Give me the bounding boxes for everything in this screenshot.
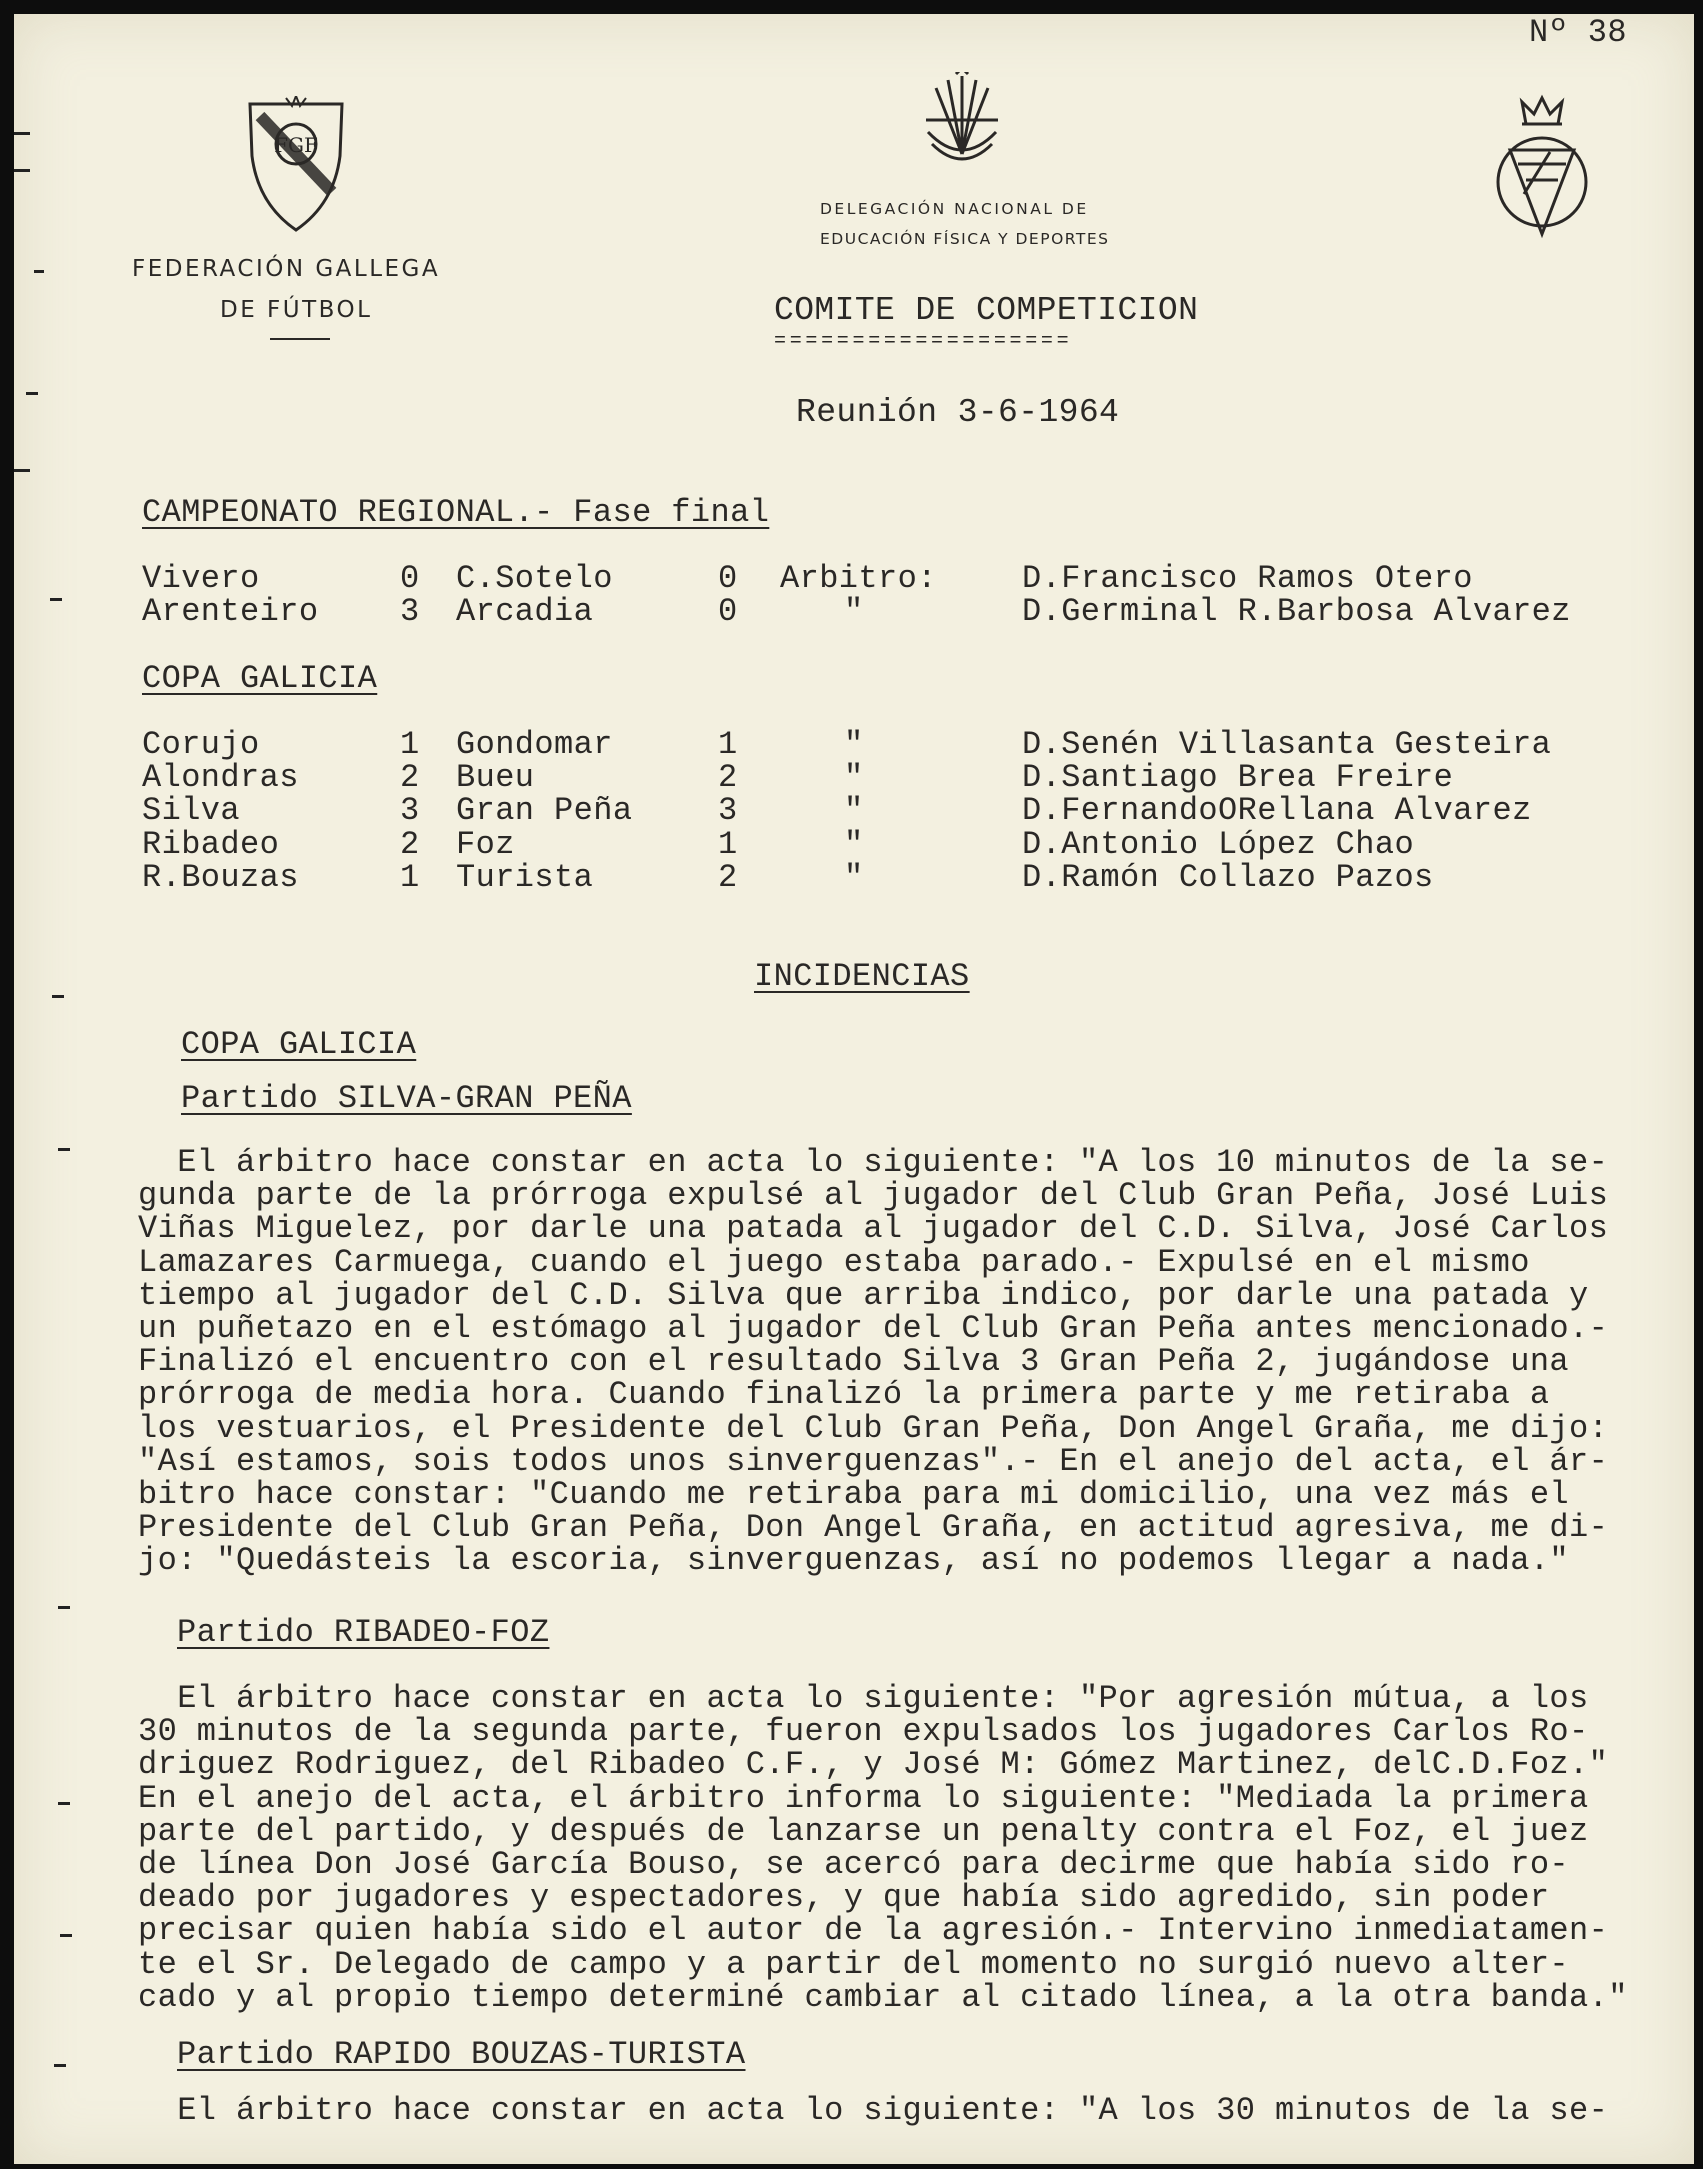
regional-results-table: [142, 560, 1622, 631]
result-as: 0: [718, 593, 738, 631]
result-hs: 2: [400, 759, 420, 797]
result-away: Arcadia: [456, 593, 594, 631]
result-home: Alondras: [142, 759, 299, 797]
report-line: gunda parte de la prórroga expulsé al jugador del Club Gran Peña, José Luis: [138, 1177, 1609, 1215]
report-line: deado por jugadores y espectadores, y que había sido agredido, sin poder: [138, 1879, 1550, 1917]
report-line: prórroga de media hora. Cuando finalizó la primera parte y me retiraba a: [138, 1376, 1550, 1414]
report-line: los vestuarios, el Presidente del Club Gran Peña, Don Angel Graña, me dijo:: [138, 1409, 1609, 1447]
report-line: Presidente del Club Gran Peña, Don Angel Graña, en actitud agresiva, me di-: [138, 1509, 1609, 1547]
result-as: 3: [718, 792, 738, 830]
federation-name-line2: DE FÚTBOL: [220, 297, 373, 323]
result-row: [142, 761, 1622, 794]
delegation-line2: EDUCACIÓN FÍSICA Y DEPORTES: [820, 230, 1110, 248]
report-line: cado y al propio tiempo determiné cambiar al citado línea, a la otra banda.": [138, 1978, 1628, 2016]
document-page: [14, 14, 1694, 2164]
federation-crest-icon: [246, 96, 346, 234]
report-line: Lamazares Carmuega, cuando el juego estaba parado.- Expulsé en el mismo: [138, 1243, 1530, 1281]
result-ref-label: ": [844, 858, 864, 896]
result-as: 1: [718, 825, 738, 863]
result-home: Arenteiro: [142, 593, 319, 631]
page-number: Nº 38: [1529, 14, 1628, 51]
result-referee: D.Germinal R.Barbosa Alvarez: [1022, 593, 1571, 631]
result-referee: D.Senén Villasanta Gesteira: [1022, 726, 1552, 763]
margin-mark: [14, 469, 30, 472]
result-away: Gondomar: [456, 726, 613, 763]
result-ref-label: Arbitro:: [780, 560, 937, 597]
committee-title: COMITE DE COMPETICION: [774, 292, 1199, 329]
result-as: 0: [718, 560, 738, 597]
result-referee: D.Antonio López Chao: [1022, 825, 1415, 863]
result-hs: 1: [400, 726, 420, 763]
report-line: Viñas Miguelez, por darle una patada al jugador del C.D. Silva, José Carlos: [138, 1210, 1609, 1248]
result-hs: 3: [400, 593, 420, 631]
incidencias-heading: INCIDENCIAS: [754, 958, 970, 995]
result-hs: 2: [400, 825, 420, 863]
report-line: En el anejo del acta, el árbitro informa lo siguiente: "Mediada la primera: [138, 1779, 1589, 1817]
match3-report: [138, 2094, 1678, 2127]
margin-mark: [60, 1934, 72, 1937]
margin-mark: [52, 995, 64, 998]
margin-mark: [26, 392, 38, 395]
report-line: 30 minutos de la segunda parte, fueron expulsados los jugadores Carlos Ro-: [138, 1713, 1589, 1751]
match2-report: [138, 1682, 1678, 2014]
divider: [270, 338, 330, 340]
result-row: [142, 562, 1622, 595]
report-line: Finalizó el encuentro con el resultado Silva 3 Gran Peña 2, jugándose una: [138, 1343, 1570, 1381]
result-ref-label: ": [844, 792, 864, 830]
match2-title: Partido RIBADEO-FOZ: [177, 1614, 550, 1651]
report-line: El árbitro hace constar en acta lo siguiente: "A los 30 minutos de la se-: [138, 2092, 1609, 2129]
result-row: [142, 595, 1622, 628]
result-ref-label: ": [844, 726, 864, 763]
result-away: Bueu: [456, 759, 535, 797]
margin-mark: [14, 169, 30, 172]
report-line: "Así estamos, sois todos unos sinverguenzas".- En el anejo del acta, el ár-: [138, 1442, 1609, 1480]
result-as: 2: [718, 759, 738, 797]
match3-title: Partido RAPIDO BOUZAS-TURISTA: [177, 2036, 746, 2073]
margin-mark: [50, 598, 62, 601]
report-line: tiempo al jugador del C.D. Silva que arriba indico, por darle una patada y: [138, 1276, 1589, 1314]
result-row: [142, 828, 1622, 861]
report-line: precisar quien había sido el autor de la agresión.- Intervino inmediatamen-: [138, 1912, 1609, 1950]
result-row: [142, 794, 1622, 827]
margin-mark: [58, 1606, 70, 1609]
result-home: R.Bouzas: [142, 858, 299, 896]
copa-results-table: [142, 728, 1622, 894]
result-home: Corujo: [142, 726, 260, 763]
match1-report: [138, 1144, 1678, 1580]
result-referee: D.Ramón Collazo Pazos: [1022, 858, 1434, 896]
regional-heading: CAMPEONATO REGIONAL.- Fase final: [142, 494, 770, 531]
report-line: El árbitro hace constar en acta lo siguiente: "Por agresión mútua, a los: [138, 1680, 1589, 1717]
result-away: C.Sotelo: [456, 560, 613, 597]
result-home: Silva: [142, 792, 241, 830]
result-hs: 1: [400, 858, 420, 896]
report-line: parte del partido, y después de lanzarse un penalty contra el Foz, el juez: [138, 1812, 1589, 1850]
result-away: Gran Peña: [456, 792, 633, 830]
result-referee: D.Francisco Ramos Otero: [1022, 560, 1473, 597]
meeting-date: Reunión 3-6-1964: [796, 394, 1120, 431]
incidencias-subheading: COPA GALICIA: [181, 1026, 417, 1063]
result-home: Vivero: [142, 560, 260, 597]
report-line: de línea Don José García Bouso, se acercó para decirme que había sido ro-: [138, 1845, 1570, 1883]
royal-federation-crest-icon: [1490, 94, 1594, 242]
result-ref-label: ": [844, 593, 864, 631]
report-line: te el Sr. Delegado de campo y a partir del momento no surgió nuevo alter-: [138, 1945, 1570, 1983]
svg-text:FGF: FGF: [274, 133, 318, 157]
result-ref-label: ": [844, 825, 864, 863]
margin-mark: [14, 132, 30, 135]
result-row: [142, 861, 1622, 894]
result-away: Turista: [456, 858, 594, 896]
report-line: jo: "Quedásteis la escoria, sinverguenzas, así no podemos llegar a nada.": [138, 1542, 1570, 1580]
report-line: El árbitro hace constar en acta lo siguiente: "A los 10 minutos de la se-: [138, 1144, 1609, 1181]
result-hs: 3: [400, 792, 420, 830]
result-home: Ribadeo: [142, 825, 280, 863]
copa-heading: COPA GALICIA: [142, 660, 378, 697]
result-referee: D.Santiago Brea Freire: [1022, 759, 1454, 797]
match1-title: Partido SILVA-GRAN PEÑA: [181, 1080, 632, 1117]
result-hs: 0: [400, 560, 420, 597]
report-line: bitro hace constar: "Cuando me retiraba para mi domicilio, una vez más el: [138, 1475, 1570, 1513]
federation-name-line1: FEDERACIÓN GALLEGA: [132, 256, 441, 282]
result-row: [142, 728, 1622, 761]
delegation-line1: DELEGACIÓN NACIONAL DE: [820, 200, 1089, 218]
result-ref-label: ": [844, 759, 864, 797]
margin-mark: [58, 1802, 70, 1805]
margin-mark: [34, 270, 44, 273]
committee-rule: ===================: [774, 330, 1073, 353]
margin-mark: [58, 1148, 70, 1151]
result-as: 2: [718, 858, 738, 896]
margin-mark: [54, 2064, 66, 2067]
result-as: 1: [718, 726, 738, 763]
report-line: un puñetazo en el estómago al jugador del Club Gran Peña antes mencionado.-: [138, 1309, 1609, 1347]
result-away: Foz: [456, 825, 515, 863]
yoke-arrows-emblem-icon: [922, 72, 1002, 168]
result-referee: D.FernandoORellana Alvarez: [1022, 792, 1532, 830]
report-line: driguez Rodriguez, del Ribadeo C.F., y José M: Gómez Martinez, delC.D.Foz.": [138, 1746, 1609, 1784]
